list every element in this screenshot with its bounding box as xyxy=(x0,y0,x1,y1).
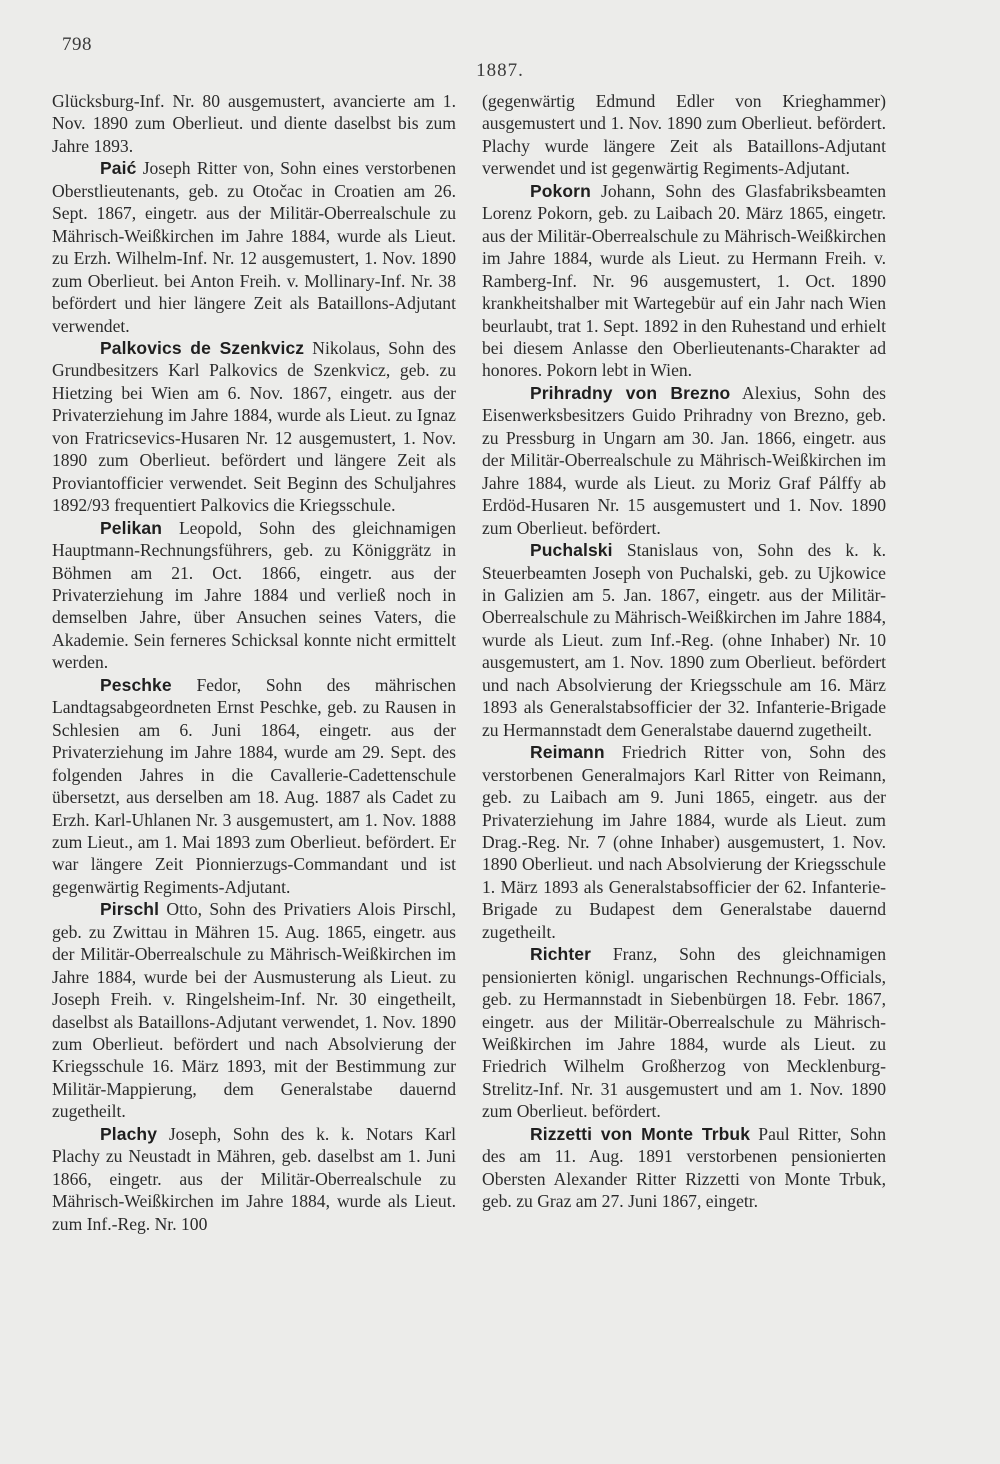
entry-puchalski xyxy=(482,539,886,741)
entry-peschke xyxy=(52,674,456,899)
entry-palkovics xyxy=(52,337,456,517)
entry-name: Pokorn xyxy=(530,180,591,201)
entry-text: Glücksburg-Inf. Nr. 80 ausgemustert, avancierte am 1. Nov. 1890 zum Oberlieut. und diente daselbst bis zum Jahre 1893. xyxy=(52,91,456,156)
entry-text: Fedor, Sohn des mährischen Landtagsabgeordneten Ernst Peschke, geb. zu Rausen in Schlesien am 6. Juni 1864, eingetr. aus der Privaterziehung im Jahre 1884, wurde am 29. Sept. des folgenden Jahres in die Cavallerie-Cadettenschule übersetzt, aus derselben am 18. Aug. 1887 als Cadet zu Erzh. Karl-Uhlanen Nr. 3 ausgemustert, am 1. Nov. 1888 zum Lieut., am 1. Mai 1893 zum Oberlieut. befördert. Er war längere Zeit Pionnierzugs-Commandant und ist gegenwärtig Regiments-Adjutant. xyxy=(52,674,456,897)
entry-text: Joseph Ritter von, Sohn eines verstorbenen Oberstlieutenants, geb. zu Otočac in Croatien am 26. Sept. 1867, eingetr. aus der Militär-Oberrealschule zu Mährisch-Weißkirchen im Jahre 1884, wurde als Lieut. zu Erzh. Wilhelm-Inf. Nr. 12 ausgemustert, 1. Nov. 1890 zum Oberlieut. bei Anton Freih. v. Mollinary-Inf. Nr. 38 befördert und hier längere Zeit als Bataillons-Adjutant verwendet. xyxy=(52,158,456,336)
left-column xyxy=(52,90,456,1235)
entry-richter xyxy=(482,943,886,1123)
entry-text: Nikolaus, Sohn des Grundbesitzers Karl Palkovics de Szenkvicz, geb. zu Hietzing bei Wien am 6. Nov. 1867, eingetr. aus der Privaterziehung im Jahre 1884, wurde als Lieut. zu Ignaz von Fratricsevics-Husaren Nr. 12 ausgemustert, 1. Nov. 1890 zum Oberlieut. befördert und längere Zeit als Proviantofficier verwendet. Seit Beginn des Schuljahres 1892/93 frequentiert Palkovics die Kriegsschule. xyxy=(52,337,456,516)
entry-name: Palkovics de Szenkvicz xyxy=(100,337,305,358)
entry-text: Alexius, Sohn des Eisenwerksbesitzers Guido Prihradny von Brezno, geb. zu Pressburg in Ungarn am 30. Jan. 1866, eingetr. aus der Militär-Oberrealschule zu Mährisch-Weißkirchen im Jahre 1884, wurde als Lieut. zu Moriz Graf Pálffy ab Erdöd-Husaren Nr. 15 ausgemustert und 1. Nov. 1890 zum Oberlieut. befördert. xyxy=(482,382,887,538)
running-header-year: 1887. xyxy=(476,60,524,81)
page-number: 798 xyxy=(62,34,92,55)
entry-name: Peschke xyxy=(100,674,172,695)
entry-paic xyxy=(52,157,456,337)
entry-continuation xyxy=(482,90,886,180)
entry-text: (gegenwärtig Edmund Edler von Krieghammer) ausgemustert und 1. Nov. 1890 zum Oberlieut. befördert. Plachy wurde längere Zeit als Bataillons-Adjutant verwendet und ist gegenwärtig Regiments-Adjutant. xyxy=(482,91,886,179)
entry-rizzetti xyxy=(482,1123,886,1213)
entry-name: Paić xyxy=(100,158,137,179)
entry-name: Richter xyxy=(530,944,591,965)
entry-name: Pelikan xyxy=(100,517,162,538)
entry-name: Puchalski xyxy=(530,540,613,561)
entry-text: Paul Ritter, Sohn des am 11. Aug. 1891 verstorbenen pensionierten Obersten Alexander Ritter Rizzetti von Monte Trbuk, geb. zu Graz am 27. Juni 1867, eingetr. xyxy=(482,1123,886,1212)
entry-text: Friedrich Ritter von, Sohn des verstorbenen Generalmajors Karl Ritter von Reimann, geb. zu Laibach am 9. Juni 1865, eingetr. aus der Privaterziehung im Jahre 1884, wurde als Lieut. zum Drag.-Reg. Nr. 7 (ohne Inhaber) ausgemustert, 1. Nov. 1890 Oberlieut. und nach Absolvierung der Kriegsschule 1. März 1893 als Generalstabsofficier der 62. Infanterie-Brigade zu Budapest dem Generalstabe dauernd zugetheilt. xyxy=(482,742,886,942)
entry-text: Leopold, Sohn des gleichnamigen Hauptmann-Rechnungsführers, geb. zu Königgrätz in Böhmen am 21. Oct. 1866, eingetr. aus der Privaterziehung im Jahre 1884 und verließ noch in demselben Jahre, über Ansuchen seines Vaters, die Akademie. Sein ferneres Schicksal konnte nicht ermittelt werden. xyxy=(52,517,456,673)
entry-plachy xyxy=(52,1123,456,1235)
entry-reimann xyxy=(482,741,886,943)
entry-continuation xyxy=(52,90,456,157)
entry-pirschl xyxy=(52,898,456,1123)
entry-text: Otto, Sohn des Privatiers Alois Pirschl, geb. zu Zwittau in Mähren 15. Aug. 1865, eingetr. aus der Militär-Oberrealschule zu Mährisch-Weißkirchen im Jahre 1884, wurde bei der Ausmusterung als Lieut. zu Joseph Freih. v. Ringelsheim-Inf. Nr. 30 eingetheilt, daselbst als Bataillons-Adjutant verwendet, 1. Nov. 1890 zum Oberlieut. befördert und nach Absolvierung der Kriegsschule 16. März 1893, mit der Bestimmung zur Militär-Mappierung, dem Generalstabe dauernd zugetheilt. xyxy=(52,899,456,1122)
entry-text: Joseph, Sohn des k. k. Notars Karl Plachy zu Neustadt in Mähren, geb. daselbst am 1. Juni 1866, eingetr. aus der Militär-Oberrealschule zu Mährisch-Weißkirchen im Jahre 1884, wurde als Lieut. zum Inf.-Reg. Nr. 100 xyxy=(52,1123,456,1234)
entry-name: Reimann xyxy=(530,742,605,763)
entry-name: Prihradny von Brezno xyxy=(530,382,731,403)
entry-pokorn xyxy=(482,180,886,382)
entry-prihradny xyxy=(482,382,886,539)
entry-name: Pirschl xyxy=(100,899,160,920)
entry-name: Rizzetti von Monte Trbuk xyxy=(530,1123,751,1144)
entry-text: Franz, Sohn des gleichnamigen pensionierten königl. ungarischen Rechnungs-Officials, geb. zu Hermannstadt in Siebenbürgen 18. Febr. 1867, eingetr. aus der Militär-Oberrealschule zu Mährisch-Weißkirchen im Jahre 1884, wurde als Lieut. zu Friedrich Wilhelm Großherzog von Mecklenburg-Strelitz-Inf. Nr. 31 ausgemustert und am 1. Nov. 1890 zum Oberlieut. befördert. xyxy=(482,944,886,1122)
entry-text: Stanislaus von, Sohn des k. k. Steuerbeamten Joseph von Puchalski, geb. zu Ujkowice in Galizien am 5. Jan. 1867, eingetr. aus der Militär-Oberrealschule zu Mährisch-Weißkirchen im Jahre 1884, wurde als Lieut. zum Inf.-Reg. (ohne Inhaber) Nr. 10 ausgemustert, am 1. Nov. 1890 zum Oberlieut. befördert und nach Absolvierung der Kriegsschule am 16. März 1893 als Generalstabsofficier der 32. Infanterie-Brigade zu Hermannstadt dem Generalstabe dauernd zugetheilt. xyxy=(482,540,886,740)
entry-text: Johann, Sohn des Glasfabriksbeamten Lorenz Pokorn, geb. zu Laibach 20. März 1865, eingetr. aus der Militär-Oberrealschule zu Mährisch-Weißkirchen im Jahre 1884, wurde als Lieut. zu Hermann Freih. v. Ramberg-Inf. Nr. 96 ausgemustert, 1. Oct. 1890 krankheitshalber mit Wartegebür auf ein Jahr nach Wien beurlaubt, trat 1. Sept. 1892 in den Ruhestand und erhielt bei diesem Anlasse den Oberlieutenants-Charakter ad honores. Pokorn lebt in Wien. xyxy=(482,180,886,381)
entry-pelikan xyxy=(52,517,456,674)
entry-name: Plachy xyxy=(100,1123,158,1144)
right-column xyxy=(482,90,886,1213)
